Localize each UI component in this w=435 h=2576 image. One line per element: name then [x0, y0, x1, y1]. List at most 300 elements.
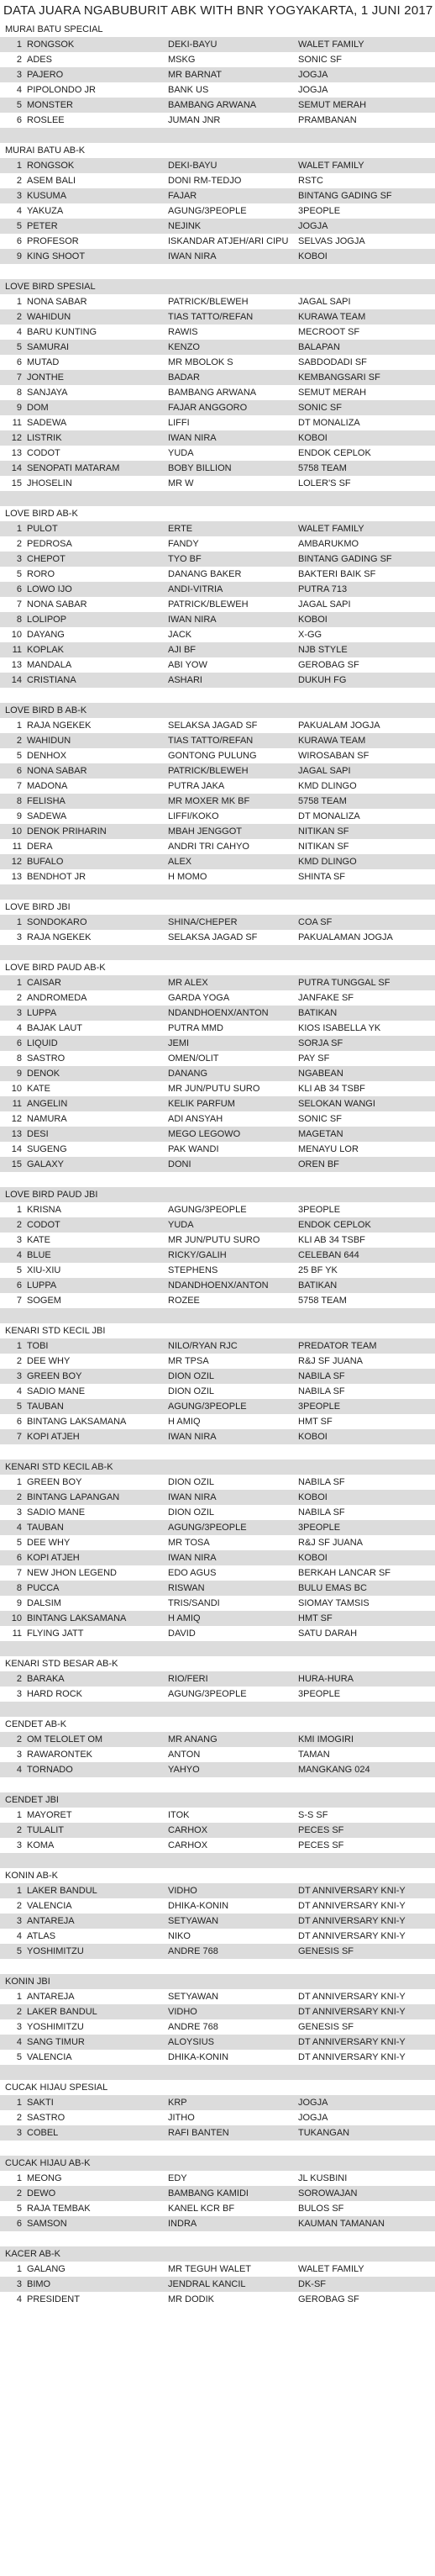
bird-name-cell: RAJA NGEKEK	[27, 932, 92, 942]
spacer-row	[0, 1641, 435, 1656]
team-cell: SONIC SF	[298, 1114, 342, 1124]
class-heading-label: LOVE BIRD PAUD JBI	[5, 1190, 98, 1200]
team-cell: SORJA SF	[298, 1038, 343, 1048]
team-cell: 3PEOPLE	[298, 1205, 341, 1215]
owner-cell: AJI BF	[168, 645, 197, 655]
spacer-row	[0, 1959, 435, 1974]
class-heading-label: CENDET AB-K	[5, 1719, 67, 1729]
bird-name-cell: BAJAK LAUT	[27, 1023, 83, 1033]
team-cell: 5758 TEAM	[298, 796, 347, 806]
class-heading	[0, 1792, 435, 1808]
owner-cell: VIDHO	[168, 2007, 197, 2017]
class-heading	[0, 1717, 435, 1732]
owner-cell: H AMIQ	[168, 1613, 201, 1623]
rank-cell: 3	[16, 1008, 22, 1018]
rank-cell: 9	[16, 811, 22, 821]
owner-cell: PAK WANDI	[168, 1144, 219, 1154]
bird-name-cell: BLUE	[27, 1250, 51, 1260]
result-row	[0, 2277, 435, 2292]
owner-cell: DAVID	[168, 1628, 196, 1639]
result-row	[0, 1823, 435, 1838]
bird-name-cell: DENOK	[27, 1069, 60, 1079]
bird-name-cell: VALENCIA	[27, 1901, 72, 1911]
bird-name-cell: HARD ROCK	[27, 1689, 83, 1699]
rank-cell: 3	[16, 1507, 22, 1518]
bird-name-cell: YOSHIMITZU	[27, 1946, 84, 1956]
owner-cell: ANDRE 768	[168, 1946, 218, 1956]
result-row	[0, 1096, 435, 1111]
result-row	[0, 1565, 435, 1581]
rank-cell: 4	[16, 327, 22, 337]
bird-name-cell: SANJAYA	[27, 388, 68, 398]
rank-cell: 7	[16, 599, 22, 610]
rank-cell: 1	[16, 1205, 22, 1215]
rank-cell: 7	[16, 372, 22, 383]
owner-cell: MR DODIK	[168, 2294, 214, 2304]
rank-cell: 4	[16, 2037, 22, 2047]
bird-name-cell: BENDHOT JR	[27, 872, 86, 882]
owner-cell: NEJINK	[168, 221, 202, 231]
class-heading-label: LOVE BIRD B AB-K	[5, 705, 87, 715]
team-cell: BAKTERI BAIK SF	[298, 569, 376, 579]
team-cell: PAY SF	[298, 1053, 330, 1064]
team-cell: PAKUALAM JOGJA	[298, 721, 380, 731]
rank-cell: 4	[16, 206, 22, 216]
owner-cell: BADAR	[168, 372, 200, 383]
owner-cell: DION OZIL	[168, 1507, 215, 1518]
result-row	[0, 219, 435, 234]
result-row	[0, 824, 435, 839]
team-cell: PAKUALAMAN JOGJA	[298, 932, 393, 942]
rank-cell: 3	[16, 1840, 22, 1850]
owner-cell: MR MOXER MK BF	[168, 796, 250, 806]
result-row	[0, 657, 435, 673]
result-row	[0, 521, 435, 536]
owner-cell: NIKO	[168, 1931, 191, 1941]
bird-name-cell: CODOT	[27, 448, 60, 458]
rank-cell: 1	[16, 2264, 22, 2274]
bird-name-cell: MEONG	[27, 2173, 62, 2183]
rank-cell: 2	[16, 993, 22, 1003]
team-cell: JOGJA	[298, 221, 328, 231]
rank-cell: 5	[16, 342, 22, 352]
rank-cell: 6	[16, 2219, 22, 2229]
bird-name-cell: SAKTI	[27, 2098, 54, 2108]
result-row	[0, 990, 435, 1006]
owner-cell: RISWAN	[168, 1583, 205, 1593]
team-cell: JOGJA	[298, 85, 328, 95]
result-row	[0, 1989, 435, 2004]
result-row	[0, 597, 435, 612]
bird-name-cell: SASTRO	[27, 2113, 66, 2123]
team-cell: ENDOK CEPLOK	[298, 1220, 371, 1230]
rank-cell: 1	[16, 1477, 22, 1487]
bird-name-cell: OM TELOLET OM	[27, 1734, 103, 1745]
team-cell: OREN BF	[298, 1159, 339, 1169]
result-row	[0, 67, 435, 82]
owner-cell: LIFFI	[168, 418, 190, 428]
bird-name-cell: NEW JHON LEGEND	[27, 1568, 117, 1578]
team-cell: SOROWAJAN	[298, 2188, 358, 2199]
class-heading-label: KONIN AB-K	[5, 1871, 58, 1881]
class-heading-label: LOVE BIRD PAUD AB-K	[5, 963, 106, 973]
owner-cell: ANDRE 768	[168, 2022, 218, 2032]
team-cell: KOBOI	[298, 251, 328, 261]
rank-cell: 9	[16, 1598, 22, 1608]
bird-name-cell: GREEN BOY	[27, 1371, 82, 1381]
owner-cell: MR W	[168, 478, 194, 488]
result-row	[0, 567, 435, 582]
team-cell: KEMBANGSARI SF	[298, 372, 380, 383]
owner-cell: ITOK	[168, 1810, 190, 1820]
bird-name-cell: ADES	[27, 55, 52, 65]
rank-cell: 4	[16, 1250, 22, 1260]
bird-name-cell: TAUBAN	[27, 1401, 64, 1412]
team-cell: SELOKAN WANGI	[298, 1099, 375, 1109]
owner-cell: CARHOX	[168, 1825, 208, 1835]
rank-cell: 1	[16, 1886, 22, 1896]
result-row	[0, 1217, 435, 1233]
rank-cell: 9	[16, 403, 22, 413]
spacer-row	[0, 1172, 435, 1187]
owner-cell: MR TOSA	[168, 1538, 210, 1548]
team-cell: GEROBAG SF	[298, 2294, 359, 2304]
rank-cell: 10	[11, 1613, 22, 1623]
owner-cell: PATRICK/BLEWEH	[168, 766, 249, 776]
rank-cell: 3	[16, 1371, 22, 1381]
class-heading-label: CUCAK HIJAU AB-K	[5, 2158, 91, 2168]
owner-cell: FAJAR ANGGORO	[168, 403, 248, 413]
owner-cell: TRIS/SANDI	[168, 1598, 220, 1608]
team-cell: JAGAL SAPI	[298, 766, 351, 776]
owner-cell: AGUNG/3PEOPLE	[168, 1205, 247, 1215]
owner-cell: ANDRI TRI CAHYO	[168, 842, 249, 852]
result-row	[0, 1414, 435, 1429]
rank-cell: 3	[16, 932, 22, 942]
bird-name-cell: SUGENG	[27, 1144, 67, 1154]
rank-cell: 13	[11, 872, 22, 882]
team-cell: 3PEOPLE	[298, 206, 341, 216]
bird-name-cell: ANGELIN	[27, 1099, 68, 1109]
result-row	[0, 430, 435, 446]
result-row	[0, 1944, 435, 1959]
owner-cell: YAHYO	[168, 1765, 200, 1775]
result-row	[0, 1550, 435, 1565]
rank-cell: 1	[16, 1992, 22, 2002]
bird-name-cell: RONGSOK	[27, 40, 75, 50]
owner-cell: INDRA	[168, 2219, 197, 2229]
bird-name-cell: ANTAREJA	[27, 1992, 75, 2002]
bird-name-cell: RAJA NGEKEK	[27, 721, 92, 731]
result-row	[0, 1051, 435, 1066]
class-heading-label: KENARI STD KECIL JBI	[5, 1326, 106, 1336]
rank-cell: 9	[16, 251, 22, 261]
bird-name-cell: ASEM BALI	[27, 176, 76, 186]
bird-name-cell: FELISHA	[27, 796, 66, 806]
team-cell: MAGETAN	[298, 1129, 343, 1139]
team-cell: BINTANG GADING SF	[298, 191, 392, 201]
rank-cell: 6	[16, 357, 22, 367]
bird-name-cell: DENOK PRIHARIN	[27, 826, 107, 837]
rank-cell: 1	[16, 978, 22, 988]
owner-cell: MSKG	[168, 55, 196, 65]
owner-cell: MBAH JENGGOT	[168, 826, 243, 837]
result-row	[0, 325, 435, 340]
team-cell: SEMUT MERAH	[298, 100, 367, 110]
rank-cell: 6	[16, 1038, 22, 1048]
result-row	[0, 1278, 435, 1293]
owner-cell: DION OZIL	[168, 1386, 215, 1396]
result-row	[0, 915, 435, 930]
team-cell: BATIKAN	[298, 1280, 338, 1291]
result-row	[0, 1384, 435, 1399]
team-cell: PRAMBANAN	[298, 115, 357, 125]
owner-cell: DONI	[168, 1159, 191, 1169]
result-row	[0, 2171, 435, 2186]
team-cell: WALET FAMILY	[298, 2264, 364, 2274]
owner-cell: FANDY	[168, 539, 199, 549]
result-row	[0, 2110, 435, 2125]
result-row	[0, 536, 435, 552]
team-cell: JOGJA	[298, 2113, 328, 2123]
team-cell: BALAPAN	[298, 342, 340, 352]
rank-cell: 2	[16, 1492, 22, 1502]
owner-cell: MR TPSA	[168, 1356, 209, 1366]
owner-cell: H AMIQ	[168, 1417, 201, 1427]
team-cell: WIROSABAN SF	[298, 751, 369, 761]
rank-cell: 14	[11, 675, 22, 685]
bird-name-cell: GALAXY	[27, 1159, 65, 1169]
team-cell: BERKAH LANCAR SF	[298, 1568, 391, 1578]
owner-cell: MR TEGUH WALET	[168, 2264, 252, 2274]
owner-cell: BAMBANG ARWANA	[168, 100, 257, 110]
team-cell: HMT SF	[298, 1613, 333, 1623]
owner-cell: DHIKA-KONIN	[168, 2052, 229, 2062]
rank-cell: 5	[16, 569, 22, 579]
result-row	[0, 612, 435, 627]
bird-name-cell: PUCCA	[27, 1583, 60, 1593]
team-cell: TAMAN	[298, 1750, 330, 1760]
team-cell: JOGJA	[298, 2098, 328, 2108]
result-row	[0, 1233, 435, 1248]
rank-cell: 15	[11, 478, 22, 488]
bird-name-cell: PULOT	[27, 524, 58, 534]
team-cell: PUTRA TUNGGAL SF	[298, 978, 390, 988]
team-cell: SONIC SF	[298, 55, 342, 65]
bird-name-cell: CHEPOT	[27, 554, 66, 564]
owner-cell: SETYAWAN	[168, 1992, 219, 2002]
team-cell: JOGJA	[298, 70, 328, 80]
class-heading-label: MURAI BATU SPECIAL	[5, 24, 103, 34]
bird-name-cell: PIPOLONDO JR	[27, 85, 96, 95]
rank-cell: 1	[16, 721, 22, 731]
rank-cell: 10	[11, 1084, 22, 1094]
bird-name-cell: DERA	[27, 842, 53, 852]
owner-cell: JITHO	[168, 2113, 195, 2123]
bird-name-cell: SADEWA	[27, 418, 67, 428]
owner-cell: CARHOX	[168, 1840, 208, 1850]
team-cell: CELEBAN 644	[298, 1250, 359, 1260]
bird-name-cell: BARU KUNTING	[27, 327, 97, 337]
result-row	[0, 2095, 435, 2110]
team-cell: JAGAL SAPI	[298, 297, 351, 307]
rank-cell: 4	[16, 2294, 22, 2304]
rank-cell: 2	[16, 312, 22, 322]
owner-cell: EDO AGUS	[168, 1568, 217, 1578]
owner-cell: AGUNG/3PEOPLE	[168, 1401, 247, 1412]
bird-name-cell: SADIO MANE	[27, 1386, 86, 1396]
rank-cell: 3	[16, 1235, 22, 1245]
result-row	[0, 203, 435, 219]
owner-cell: BOBY BILLION	[168, 463, 232, 473]
bird-name-cell: GALANG	[27, 2264, 66, 2274]
spacer-row	[0, 1853, 435, 1868]
bird-name-cell: BINTANG LAPANGAN	[27, 1492, 120, 1502]
team-cell: 3PEOPLE	[298, 1689, 341, 1699]
owner-cell: IWAN NIRA	[168, 251, 217, 261]
rank-cell: 1	[16, 40, 22, 50]
bird-name-cell: TAUBAN	[27, 1523, 64, 1533]
document-title: DATA JUARA NGABUBURIT ABK WITH BNR YOGYAKARTA, 1 JUNI 2017	[0, 0, 435, 22]
owner-cell: PUTRA JAKA	[168, 781, 225, 791]
rank-cell: 11	[12, 418, 22, 428]
rank-cell: 3	[16, 1750, 22, 1760]
owner-cell: GARDA YOGA	[168, 993, 230, 1003]
bird-name-cell: SADIO MANE	[27, 1507, 86, 1518]
rank-cell: 1	[16, 524, 22, 534]
team-cell: DT ANNIVERSARY KNI-Y	[298, 1886, 406, 1896]
result-row	[0, 779, 435, 794]
team-cell: PREDATOR TEAM	[298, 1341, 377, 1351]
team-cell: KMD DLINGO	[298, 781, 357, 791]
result-row	[0, 1081, 435, 1096]
result-row	[0, 1671, 435, 1687]
result-row	[0, 446, 435, 461]
team-cell: 5758 TEAM	[298, 463, 347, 473]
rank-cell: 5	[16, 1401, 22, 1412]
rank-cell: 7	[16, 1568, 22, 1578]
owner-cell: SELAKSA JAGAD SF	[168, 932, 258, 942]
team-cell: KURAWA TEAM	[298, 736, 366, 746]
owner-cell: BAMBANG ARWANA	[168, 388, 257, 398]
rank-cell: 2	[16, 2007, 22, 2017]
owner-cell: AGUNG/3PEOPLE	[168, 1523, 247, 1533]
team-cell: 5758 TEAM	[298, 1296, 347, 1306]
bird-name-cell: KING SHOOT	[27, 251, 86, 261]
team-cell: HMT SF	[298, 1417, 333, 1427]
bird-name-cell: DEE WHY	[27, 1538, 71, 1548]
team-cell: SEMUT MERAH	[298, 388, 367, 398]
team-cell: GENESIS SF	[298, 1946, 354, 1956]
team-cell: GENESIS SF	[298, 2022, 354, 2032]
team-cell: SHINTA SF	[298, 872, 346, 882]
rank-cell: 4	[16, 1386, 22, 1396]
owner-cell: ROZEE	[168, 1296, 200, 1306]
result-row	[0, 627, 435, 642]
team-cell: DT ANNIVERSARY KNI-Y	[298, 2037, 406, 2047]
result-row	[0, 1066, 435, 1081]
bird-name-cell: KOPI ATJEH	[27, 1432, 80, 1442]
bird-name-cell: TORNADO	[27, 1765, 73, 1775]
team-cell: SONIC SF	[298, 403, 342, 413]
result-row	[0, 294, 435, 309]
rank-cell: 8	[16, 796, 22, 806]
class-heading-label: KENARI STD BESAR AB-K	[5, 1659, 118, 1669]
bird-name-cell: VALENCIA	[27, 2052, 72, 2062]
owner-cell: ANTON	[168, 1750, 201, 1760]
team-cell: NITIKAN SF	[298, 842, 349, 852]
team-cell: DK-SF	[298, 2279, 326, 2289]
class-heading-label: LOVE BIRD JBI	[5, 902, 71, 912]
spacer-row	[0, 264, 435, 279]
class-heading-label: MURAI BATU AB-K	[5, 145, 86, 156]
owner-cell: DEKI-BAYU	[168, 40, 218, 50]
rank-cell: 3	[16, 1916, 22, 1926]
team-cell: NABILA SF	[298, 1371, 345, 1381]
bird-name-cell: SASTRO	[27, 1053, 66, 1064]
team-cell: PUTRA 713	[298, 584, 348, 594]
rank-cell: 13	[11, 448, 22, 458]
owner-cell: JUMAN JNR	[168, 115, 221, 125]
rank-cell: 2	[16, 1674, 22, 1684]
rank-cell: 1	[16, 917, 22, 927]
class-heading	[0, 2156, 435, 2171]
result-row	[0, 234, 435, 249]
team-cell: JL KUSBINI	[298, 2173, 348, 2183]
bird-name-cell: KUSUMA	[27, 191, 67, 201]
result-row	[0, 1535, 435, 1550]
bird-name-cell: ANDROMEDA	[27, 993, 87, 1003]
rank-cell: 3	[16, 554, 22, 564]
spacer-row	[0, 491, 435, 506]
class-heading-label: LOVE BIRD AB-K	[5, 509, 78, 519]
owner-cell: TIAS TATTO/REFAN	[168, 312, 254, 322]
result-row	[0, 385, 435, 400]
result-row	[0, 370, 435, 385]
owner-cell: ANDI-VITRIA	[168, 584, 223, 594]
team-cell: 3PEOPLE	[298, 1401, 341, 1412]
owner-cell: KRP	[168, 2098, 187, 2108]
owner-cell: NILO/RYAN RJC	[168, 1341, 238, 1351]
result-row	[0, 794, 435, 809]
class-heading-label: CUCAK HIJAU SPESIAL	[5, 2082, 108, 2093]
team-cell: KLI AB 34 TSBF	[298, 1084, 365, 1094]
team-cell: GEROBAG SF	[298, 660, 359, 670]
rank-cell: 1	[16, 2173, 22, 2183]
owner-cell: IWAN NIRA	[168, 1432, 217, 1442]
class-heading	[0, 506, 435, 521]
result-row	[0, 552, 435, 567]
result-row	[0, 2201, 435, 2216]
rank-cell: 5	[16, 100, 22, 110]
owner-cell: JENDRAL KANCIL	[168, 2279, 246, 2289]
rank-cell: 6	[16, 115, 22, 125]
rank-cell: 12	[11, 433, 22, 443]
class-heading	[0, 703, 435, 718]
owner-cell: KENZO	[168, 342, 200, 352]
team-cell: DT ANNIVERSARY KNI-Y	[298, 1992, 406, 2002]
result-row	[0, 1898, 435, 1914]
rank-cell: 14	[11, 463, 22, 473]
result-row	[0, 1626, 435, 1641]
owner-cell: DANANG	[168, 1069, 208, 1079]
rank-cell: 7	[16, 781, 22, 791]
rank-cell: 7	[16, 1296, 22, 1306]
team-cell: 3PEOPLE	[298, 1523, 341, 1533]
bird-name-cell: SAMSON	[27, 2219, 67, 2229]
team-cell: KURAWA TEAM	[298, 312, 366, 322]
owner-cell: AGUNG/3PEOPLE	[168, 206, 247, 216]
